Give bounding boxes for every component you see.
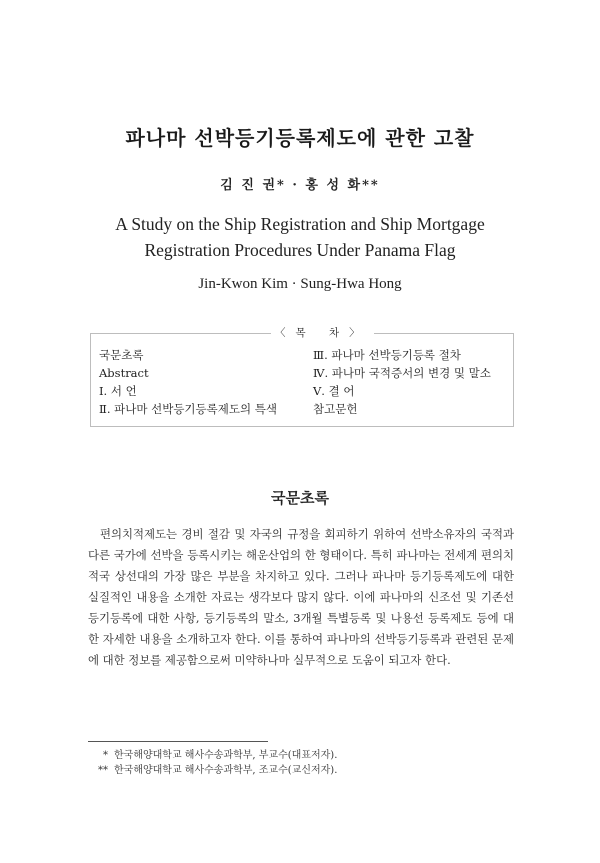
toc-item: Ⅰ. 서 언 — [99, 384, 137, 398]
english-title — [0, 211, 600, 263]
footnote-mark: * — [103, 750, 108, 761]
abstract-paragraph: 편의치적제도는 경비 절감 및 자국의 규정을 회피하기 위하여 선박소유자의 국적과 다른 국가에 선박을 등록시키는 해운산업의 한 형태이다. 특히 파나마는 전세계 편의치적국 상선대의 가장 많은 부분을 차지하고 있다. 그러나 파나마 등기등록제도에 대한 실질적인 내용을 소개한 자료는 생각보다 많지 않다. 이에 파나마의 신조선 및 기존선 등기등록에 대한 사항, 등기등록의 말소, 3개월 특별등록 및 나용선 등록제도 등에 대한 자세한 내용을 소개하고자 한다. 이를 통하여 파나마의 선박등기등록과 관련된 문제에 대한 정보를 제공함으로써 미약하나마 실무적으로 도움이 되고자 한다. — [88, 527, 514, 667]
toc-item: 참고문헌 — [313, 402, 358, 416]
toc-item: Abstract — [99, 366, 149, 380]
toc-item: Ⅱ. 파나마 선박등기등록제도의 특색 — [99, 402, 277, 416]
toc-item: Ⅴ. 결 어 — [313, 384, 355, 398]
footnote-text: 한국해양대학교 해사수송과학부, 조교수(교신저자). — [114, 765, 338, 776]
english-title-line-2: Registration Procedures Under Panama Flag — [144, 240, 456, 260]
toc-item: Ⅳ. 파나마 국적증서의 변경 및 말소 — [313, 366, 491, 380]
toc-item: Ⅲ. 파나마 선박등기등록 절차 — [313, 348, 461, 362]
footnote — [88, 748, 337, 763]
footnote-text: 한국해양대학교 해사수송과학부, 부교수(대표저자). — [114, 750, 338, 761]
table-of-contents — [90, 327, 514, 427]
english-authors: Jin-Kwon Kim · Sung-Hwa Hong — [198, 276, 402, 292]
footnotes — [88, 748, 337, 778]
english-title-line-1: A Study on the Ship Registration and Ship Mortgage — [115, 214, 485, 234]
korean-authors: 김 진 권* · 홍 성 화** — [220, 178, 380, 193]
abstract-heading: 국문초록 — [271, 489, 329, 507]
toc-left-column — [99, 346, 277, 418]
footnote — [88, 763, 337, 778]
footnote-divider — [88, 741, 268, 742]
toc-header: 〈목 차〉 — [271, 325, 374, 340]
footnote-mark: ** — [98, 765, 108, 776]
toc-item: 국문초록 — [99, 348, 144, 362]
korean-title: 파나마 선박등기등록제도에 관한 고찰 — [125, 126, 475, 150]
abstract-body — [88, 524, 514, 671]
toc-right-column — [313, 346, 491, 418]
